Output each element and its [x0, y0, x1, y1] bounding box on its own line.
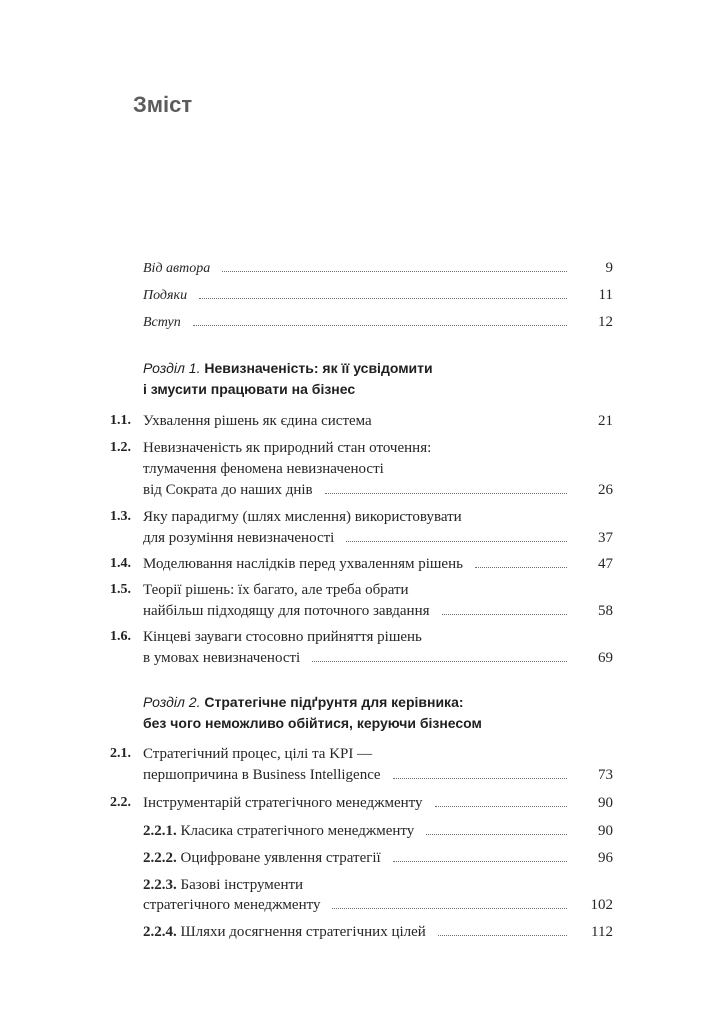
dot-leader	[332, 908, 567, 909]
chapter-label: Розділ 2.	[143, 694, 201, 710]
toc-entry-title: в умовах невизначеності	[143, 650, 301, 666]
toc-entry-2-2[interactable]	[143, 793, 613, 813]
toc-entry-title: найбільш підходящу для поточного завдання	[143, 603, 430, 619]
toc-entry-title: для розуміння невизначеності	[143, 530, 335, 546]
chapter-title: Стратегічне підґрунтя для керівника:	[204, 694, 464, 710]
toc-entry-2-2-3[interactable]	[143, 895, 613, 915]
toc-entry-2-2-1[interactable]	[143, 821, 613, 841]
toc-page-number: 26	[598, 482, 613, 498]
dot-leader	[193, 325, 567, 326]
toc-entry-title: Стратегічний процес, цілі та KPI —	[143, 746, 373, 762]
toc-entry-1-6[interactable]	[143, 648, 613, 668]
dot-leader	[426, 834, 567, 835]
chapter-title: Невизначеність: як її усвідомити	[204, 360, 433, 376]
toc-page-number: 69	[598, 650, 613, 666]
toc-entry-2-2-4[interactable]	[143, 922, 613, 942]
dot-leader	[222, 271, 567, 272]
dot-leader	[199, 298, 567, 299]
toc-entry-acknowledgements[interactable]	[143, 285, 613, 306]
toc-entry-title: першопричина в Business Intelligence	[143, 767, 381, 783]
dot-leader	[393, 861, 567, 862]
section-number: 1.4.	[110, 556, 131, 571]
toc-page-number: 12	[598, 314, 613, 330]
toc-page-number: 21	[598, 413, 613, 429]
dot-leader	[312, 661, 567, 662]
section-number: 1.1.	[110, 413, 131, 428]
toc-entry-title: Інструментарій стратегічного менеджменту	[143, 795, 423, 811]
toc-entry-title: Оцифроване уявлення стратегії	[180, 850, 381, 866]
chapter-heading-2[interactable]	[143, 692, 482, 734]
toc-entry-title: Теорії рішень: їх багато, але треба обрати	[143, 582, 409, 598]
toc-entry-title: стратегічного менеджменту	[143, 897, 321, 913]
toc-entry-2-2-2[interactable]	[143, 848, 613, 868]
toc-page-number: 37	[598, 530, 613, 546]
toc-entry-1-4[interactable]	[143, 554, 613, 574]
dot-leader	[435, 806, 567, 807]
toc-page-number: 96	[598, 850, 613, 866]
toc-entry-title: Вступ	[143, 315, 181, 330]
toc-entry-introduction[interactable]	[143, 312, 613, 333]
toc-entry-1-2[interactable]	[143, 480, 613, 500]
dot-leader	[438, 935, 567, 936]
toc-page-number: 90	[598, 795, 613, 811]
chapter-label: Розділ 1.	[143, 360, 201, 376]
toc-entry-title: тлумачення феномена невизначеності	[143, 461, 384, 477]
toc-page-number: 47	[598, 556, 613, 572]
toc-page-number: 102	[590, 897, 613, 913]
chapter-title: без чого неможливо обійтися, керуючи бізнесом	[143, 715, 482, 731]
toc-entry-1-3[interactable]	[143, 528, 613, 548]
dot-leader	[442, 614, 568, 615]
toc-entry-title: Базові інструменти	[180, 877, 304, 893]
toc-entry-title: Ухвалення рішень як єдина система	[143, 413, 372, 429]
toc-page-number: 9	[605, 260, 613, 276]
dot-leader	[475, 567, 567, 568]
chapter-heading-1[interactable]	[143, 358, 433, 400]
toc-entry-title: від Сократа до наших днів	[143, 482, 313, 498]
section-number: 1.5.	[110, 582, 131, 597]
toc-page-number: 112	[591, 924, 613, 940]
toc-page-number: 73	[598, 767, 613, 783]
toc-page-number: 90	[598, 823, 613, 839]
subsection-number: 2.2.4.	[143, 924, 177, 940]
toc-entry-title: Класика стратегічного менеджменту	[180, 823, 415, 839]
subsection-number: 2.2.3.	[143, 877, 177, 893]
page-title: Зміст	[133, 92, 193, 117]
dot-leader	[325, 493, 567, 494]
chapter-title: і змусити працювати на бізнес	[143, 381, 356, 397]
section-number: 2.1.	[110, 746, 131, 761]
toc-entry-title: Від автора	[143, 261, 211, 276]
section-number: 1.3.	[110, 509, 131, 524]
toc-entry-1-5[interactable]	[143, 601, 613, 621]
dot-leader	[346, 541, 567, 542]
dot-leader	[393, 778, 567, 779]
toc-page-number: 58	[598, 603, 613, 619]
toc-entry-title: Невизначеність як природний стан оточення:	[143, 440, 432, 456]
toc-entry-title: Подяки	[143, 288, 188, 303]
section-number: 2.2.	[110, 795, 131, 810]
toc-entry-title: Моделювання наслідків перед ухваленням рішень	[143, 556, 463, 572]
subsection-number: 2.2.1.	[143, 823, 177, 839]
toc-entry-title: Яку парадигму (шлях мислення) використовувати	[143, 509, 462, 525]
toc-entry-title: Шляхи досягнення стратегічних цілей	[180, 924, 426, 940]
toc-entry-foreword[interactable]	[143, 258, 613, 279]
toc-entry-2-1[interactable]	[143, 765, 613, 785]
subsection-number: 2.2.2.	[143, 850, 177, 866]
section-number: 1.2.	[110, 440, 131, 455]
toc-entry-1-1[interactable]	[143, 411, 613, 431]
section-number: 1.6.	[110, 629, 131, 644]
toc-entry-title: Кінцеві зауваги стосовно прийняття рішень	[143, 629, 422, 645]
toc-page-number: 11	[598, 287, 613, 303]
